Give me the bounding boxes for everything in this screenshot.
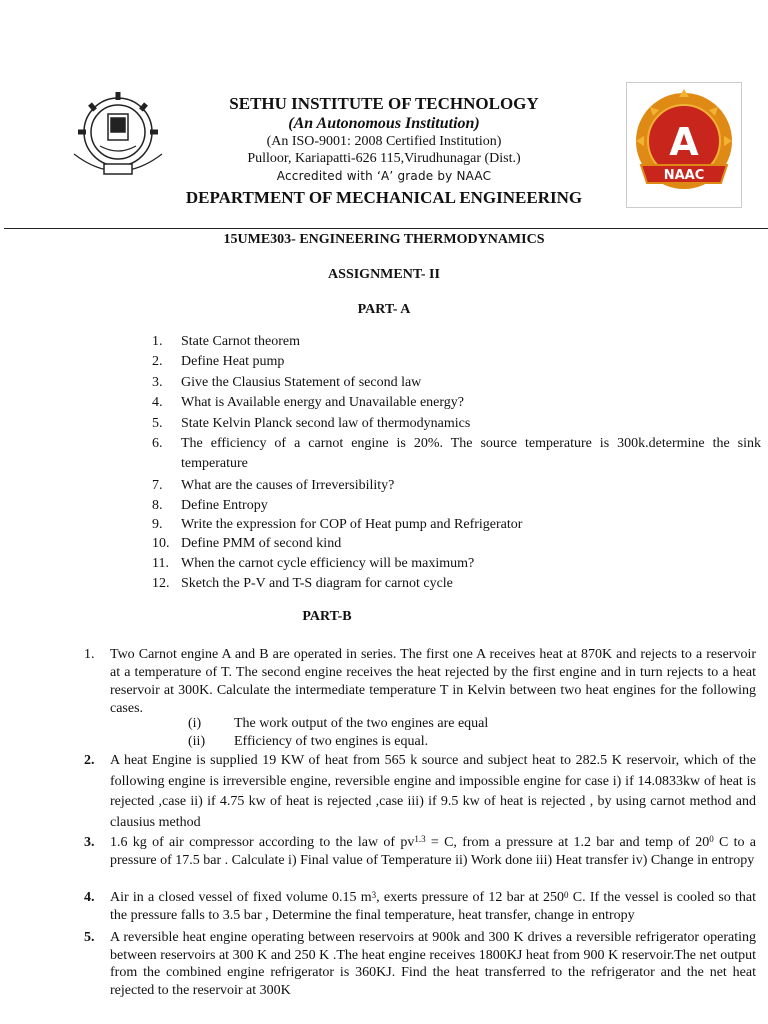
course-title: 15UME303- ENGINEERING THERMODYNAMICS xyxy=(223,232,545,247)
assignment-title: ASSIGNMENT- II xyxy=(328,267,440,282)
part-b-subcase-text: The work output of the two engines are equal xyxy=(234,716,489,731)
part-b-subcase-number: (ii) xyxy=(188,734,206,749)
part-b-subcase-number: (i) xyxy=(188,716,202,731)
iso-certification: (An ISO-9001: 2008 Certified Institution) xyxy=(266,134,502,149)
header-divider xyxy=(4,228,768,229)
naac-grade-letter: A xyxy=(669,120,699,164)
naac-a-grade-badge-icon xyxy=(636,89,732,189)
accreditation-line: Accredited with ‘A’ grade by NAAC xyxy=(276,169,492,183)
naac-badge xyxy=(626,82,742,208)
department-title: DEPARTMENT OF MECHANICAL ENGINEERING xyxy=(185,188,583,207)
autonomous-label: (An Autonomous Institution) xyxy=(288,115,480,132)
naac-badge-label: NAAC xyxy=(663,168,705,183)
institute-logo xyxy=(64,84,172,184)
part-b-title: PART-B xyxy=(302,609,352,624)
part-a-title: PART- A xyxy=(357,302,411,317)
institution-name: SETHU INSTITUTE OF TECHNOLOGY xyxy=(229,94,539,113)
institution-address: Pulloor, Kariapatti-626 115,Virudhunagar (Dist.) xyxy=(247,151,521,166)
part-b-subcase-text: Efficiency of two engines is equal. xyxy=(234,734,429,749)
gear-emblem-icon xyxy=(74,92,162,174)
